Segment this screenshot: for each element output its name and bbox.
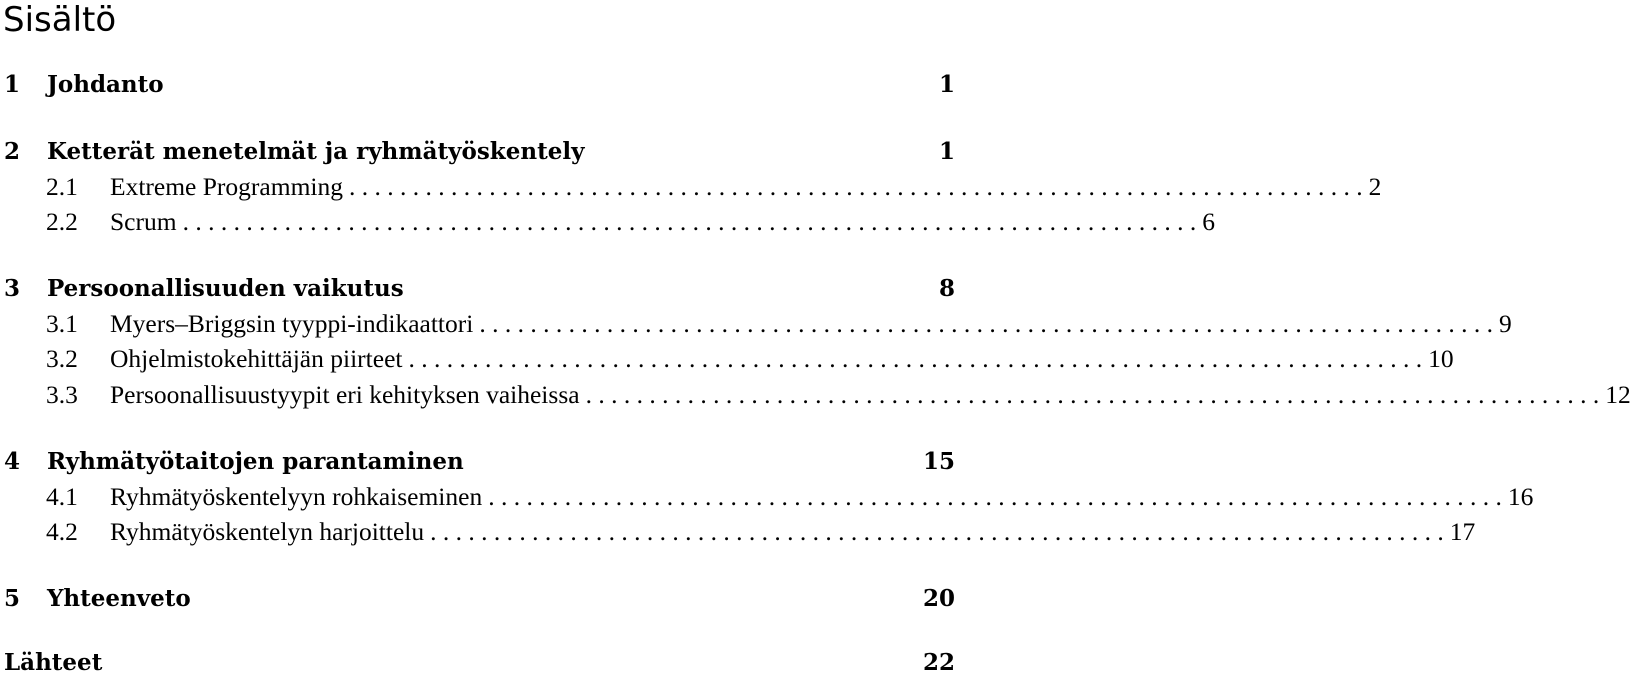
chapter-title: Johdanto xyxy=(47,71,164,98)
page-number: 8 xyxy=(938,275,955,302)
chapter-title: Ketterät menetelmät ja ryhmätyöskentely xyxy=(47,138,585,165)
toc-section-4-1[interactable] xyxy=(4,482,1534,512)
dot-leader: . . . . . . . . . . . . . . . . . . . . . . . . . . . . . . . . . . . . . . . . . . . . . . . . . . . . . . . . . . . . . . . . . . . . . . . . . . . . . . . . xyxy=(349,172,1363,201)
toc-chapter-5[interactable] xyxy=(4,584,955,614)
toc-section-3-3[interactable] xyxy=(4,380,1631,410)
page-number: 12 xyxy=(1605,380,1631,409)
chapter-number: 3 xyxy=(4,275,21,302)
toc-chapter-4[interactable] xyxy=(4,447,955,477)
page-number: 16 xyxy=(1507,482,1534,511)
toc-title: Sisältö xyxy=(3,0,117,40)
section-title: Myers–Briggsin tyyppi-indikaattori xyxy=(110,309,474,338)
section-title: Scrum xyxy=(110,207,177,236)
page-number: 10 xyxy=(1428,344,1454,373)
chapter-title: Persoonallisuuden vaikutus xyxy=(47,275,404,302)
page-number: 20 xyxy=(922,585,955,612)
page-number: 22 xyxy=(922,649,955,676)
toc-references[interactable] xyxy=(4,648,955,678)
chapter-title: Yhteenveto xyxy=(47,585,191,612)
chapter-number: 1 xyxy=(4,71,21,98)
toc-section-3-1[interactable] xyxy=(4,309,1512,339)
section-number: 2.1 xyxy=(46,172,78,201)
dot-leader: . . . . . . . . . . . . . . . . . . . . . . . . . . . . . . . . . . . . . . . . . . . . . . . . . . . . . . . . . . . . . . . . . . . . . . . . . . . . . . . . xyxy=(479,309,1493,338)
toc-chapter-2[interactable] xyxy=(4,137,955,167)
toc-chapter-1[interactable] xyxy=(4,70,955,100)
section-title: Ohjelmistokehittäjän piirteet xyxy=(110,344,403,373)
chapter-number: 2 xyxy=(4,138,21,165)
page-number: 1 xyxy=(938,138,955,165)
toc-section-4-2[interactable] xyxy=(4,517,1476,547)
page-number: 9 xyxy=(1498,309,1512,338)
section-title: Persoonallisuustyypit eri kehityksen vaiheissa xyxy=(110,380,580,409)
dot-leader: . . . . . . . . . . . . . . . . . . . . . . . . . . . . . . . . . . . . . . . . . . . . . . . . . . . . . . . . . . . . . . . . . . . . . . . . . . . . . . . . xyxy=(182,207,1197,236)
chapter-title: Ryhmätyötaitojen parantaminen xyxy=(47,448,464,475)
toc-section-2-1[interactable] xyxy=(4,172,1382,202)
chapter-number: 4 xyxy=(4,448,21,475)
page-number: 2 xyxy=(1368,172,1382,201)
chapter-number: 5 xyxy=(4,585,21,612)
section-number: 3.1 xyxy=(46,309,78,338)
section-number: 2.2 xyxy=(46,207,78,236)
dot-leader: . . . . . . . . . . . . . . . . . . . . . . . . . . . . . . . . . . . . . . . . . . . . . . . . . . . . . . . . . . . . . . . . . . . . . . . . . . . . . . . . xyxy=(488,482,1502,511)
chapter-title: Lähteet xyxy=(4,649,103,676)
section-number: 3.2 xyxy=(46,344,78,373)
section-title: Ryhmätyöskentelyn harjoittelu xyxy=(110,517,425,546)
page-number: 6 xyxy=(1202,207,1215,236)
page-number: 15 xyxy=(922,448,955,475)
section-number: 4.2 xyxy=(46,517,78,546)
section-number: 3.3 xyxy=(46,380,78,409)
page-number: 1 xyxy=(938,71,955,98)
dot-leader: . . . . . . . . . . . . . . . . . . . . . . . . . . . . . . . . . . . . . . . . . . . . . . . . . . . . . . . . . . . . . . . . . . . . . . . . . . . . . . . . xyxy=(408,344,1423,373)
toc-section-2-2[interactable] xyxy=(4,207,1215,237)
section-title: Ryhmätyöskentelyyn rohkaiseminen xyxy=(110,482,483,511)
page-number: 17 xyxy=(1449,517,1476,546)
toc-chapter-3[interactable] xyxy=(4,274,955,304)
toc-section-3-2[interactable] xyxy=(4,344,1454,374)
dot-leader: . . . . . . . . . . . . . . . . . . . . . . . . . . . . . . . . . . . . . . . . . . . . . . . . . . . . . . . . . . . . . . . . . . . . . . . . . . . . . . . . xyxy=(585,380,1600,409)
section-title: Extreme Programming xyxy=(110,172,343,201)
section-number: 4.1 xyxy=(46,482,78,511)
dot-leader: . . . . . . . . . . . . . . . . . . . . . . . . . . . . . . . . . . . . . . . . . . . . . . . . . . . . . . . . . . . . . . . . . . . . . . . . . . . . . . . . xyxy=(430,517,1444,546)
